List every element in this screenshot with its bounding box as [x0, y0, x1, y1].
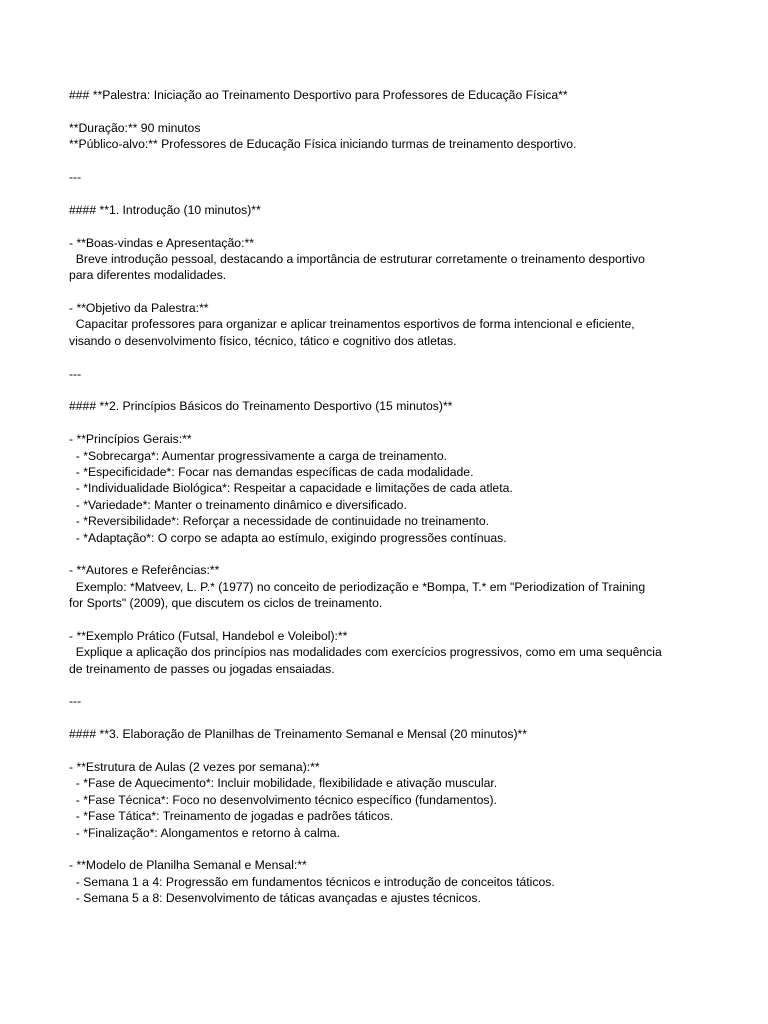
- sub-list-item: - *Fase Técnica*: Foco no desenvolvimento técnico específico (fundamentos).: [69, 792, 497, 807]
- sub-list-item: - *Individualidade Biológica*: Respeitar a capacidade e limitações de cada atleta.: [69, 481, 513, 496]
- list-item-heading: - **Exemplo Prático (Futsal, Handebol e Voleibol):**: [69, 628, 348, 643]
- blank-line: [69, 612, 699, 628]
- sub-list-item: - Semana 1 a 4: Progressão em fundamentos técnicos e introdução de conceitos táticos.: [69, 874, 555, 889]
- blank-line: [69, 349, 699, 365]
- sub-list-item: - *Variedade*: Manter o treinamento dinâmico e diversificado.: [69, 497, 407, 512]
- text-line: Breve introdução pessoal, destacando a importância de estruturar corretamente o treinamento desportivo: [69, 251, 645, 266]
- horizontal-rule: ---: [69, 169, 82, 184]
- document-body: [69, 87, 699, 907]
- list-item-heading: - **Boas-vindas e Apresentação:**: [69, 235, 254, 250]
- text-line: visando o desenvolvimento físico, técnico, tático e cognitivo dos atletas.: [69, 333, 457, 348]
- list-item-heading: - **Objetivo da Palestra:**: [69, 301, 209, 316]
- sub-list-item: - *Fase Tática*: Treinamento de jogadas e padrões táticos.: [69, 809, 394, 824]
- text-line: Explique a aplicação dos princípios nas modalidades com exercícios progressivos, como em uma sequência: [69, 645, 662, 660]
- section-heading: #### **2. Princípios Básicos do Treinamento Desportivo (15 minutos)**: [69, 399, 453, 414]
- text-line: for Sports" (2009), que discutem os ciclos de treinamento.: [69, 596, 383, 611]
- text-line: para diferentes modalidades.: [69, 268, 227, 283]
- blank-line: [69, 743, 699, 759]
- blank-line: [69, 546, 699, 562]
- list-item-heading: - **Autores e Referências:**: [69, 563, 220, 578]
- text-line: **Público-alvo:** Professores de Educação Física iniciando turmas de treinamento desportivo.: [69, 137, 577, 152]
- list-item-heading: - **Estrutura de Aulas (2 vezes por semana):**: [69, 760, 320, 775]
- section-heading: #### **3. Elaboração de Planilhas de Treinamento Semanal e Mensal (20 minutos)**: [69, 727, 527, 742]
- blank-line: [69, 218, 699, 234]
- horizontal-rule: ---: [69, 366, 82, 381]
- text-line: de treinamento de passes ou jogadas ensaiadas.: [69, 661, 335, 676]
- blank-line: [69, 103, 699, 119]
- list-item-heading: - **Princípios Gerais:**: [69, 432, 192, 447]
- blank-line: [69, 382, 699, 398]
- sub-list-item: - *Finalização*: Alongamentos e retorno à calma.: [69, 825, 340, 840]
- horizontal-rule: ---: [69, 694, 82, 709]
- section-heading: #### **1. Introdução (10 minutos)**: [69, 202, 261, 217]
- text-line: Capacitar professores para organizar e aplicar treinamentos esportivos de forma intencional e eficiente,: [69, 317, 635, 332]
- sub-list-item: - *Especificidade*: Focar nas demandas específicas de cada modalidade.: [69, 464, 474, 479]
- sub-list-item: - *Sobrecarga*: Aumentar progressivamente a carga de treinamento.: [69, 448, 448, 463]
- blank-line: [69, 185, 699, 201]
- text-line: Exemplo: *Matveev, L. P.* (1977) no conceito de periodização e *Bompa, T.* em "Periodization of Training: [69, 579, 646, 594]
- sub-list-item: - Semana 5 a 8: Desenvolvimento de táticas avançadas e ajustes técnicos.: [69, 891, 481, 906]
- sub-list-item: - *Adaptação*: O corpo se adapta ao estímulo, exigindo progressões contínuas.: [69, 530, 507, 545]
- blank-line: [69, 284, 699, 300]
- blank-line: [69, 153, 699, 169]
- blank-line: [69, 841, 699, 857]
- blank-line: [69, 710, 699, 726]
- section-heading: ### **Palestra: Iniciação ao Treinamento Desportivo para Professores de Educação Física**: [69, 88, 568, 102]
- sub-list-item: - *Reversibilidade*: Reforçar a necessidade de continuidade no treinamento.: [69, 514, 490, 529]
- blank-line: [69, 677, 699, 693]
- blank-line: [69, 415, 699, 431]
- sub-list-item: - *Fase de Aquecimento*: Incluir mobilidade, flexibilidade e ativação muscular.: [69, 776, 498, 791]
- text-line: **Duração:** 90 minutos: [69, 120, 201, 135]
- list-item-heading: - **Modelo de Planilha Semanal e Mensal:**: [69, 858, 307, 873]
